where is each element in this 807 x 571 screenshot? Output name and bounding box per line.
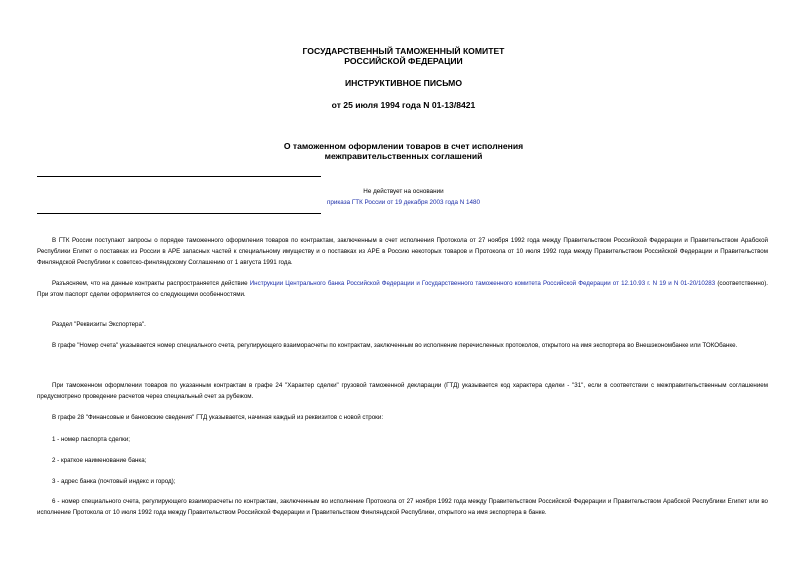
paragraph: В графе 28 "Финансовые и банковские сведения" ГТД указывается, начиная каждый из реквизитов с новой строки: <box>52 414 384 421</box>
paragraph: Разъясняем, что на данные контракты распространяется действие Инструкции Центрального банка Российской Федерации и Государственного таможенного комитета Российской Федерации от 12.10.93 г. N 19 и N 01-20/10283 (соответственно). При этом паспорт сделки оформляется со следующими особенностями. <box>37 280 768 298</box>
divider-line <box>37 213 321 214</box>
issuing-authority-line2: РОССИЙСКОЙ ФЕДЕРАЦИИ <box>344 56 463 66</box>
list-item: 6 - номер специального счета, регулирующего взаиморасчеты по контрактам, заключенным во исполнение Протокола от 27 ноября 1992 года между Правительством Российской Федерации и Правительством Арабской Республики Египет или во исполнение Протокола от 10 июля 1992 года между Правительством Российской Федерации и Правительством Финляндской Республики, открытого на имя экспортера в банке. <box>37 498 768 516</box>
list-item: 1 - номер паспорта сделки; <box>52 436 130 443</box>
paragraph: При таможенном оформлении товаров по указанным контрактам в графе 24 "Характер сделки" грузовой таможенной декларации (ГТД) указывается код характера сделки - "31", если в соответствии с межправительственным соглашением предусмотрено проведение расчетов через специальный счет за рубежом. <box>37 382 768 400</box>
document-type: ИНСТРУКТИВНОЕ ПИСЬМО <box>344 78 463 88</box>
status-note-link[interactable]: приказа ГТК России от 19 декабря 2003 года N 1480 <box>326 199 481 206</box>
divider-line <box>37 176 321 177</box>
document-date-number: от 25 июля 1994 года N 01-13/8421 <box>331 100 476 110</box>
section-heading: Раздел "Реквизиты Экспортера". <box>52 321 146 328</box>
document-title-line1: О таможенном оформлении товаров в счет исполнения <box>283 141 524 151</box>
instruction-link[interactable]: Инструкции Центрального банка Российской Федерации и Государственного таможенного комитета Российской Федерации от 12.10.93 г. N 19 и N 01-20/10283 <box>249 280 716 287</box>
list-item: 2 - краткое наименование банка; <box>52 457 147 464</box>
list-item: 3 - адрес банка (почтовый индекс и город); <box>52 478 176 485</box>
document-title-line2: межправительственных соглашений <box>324 151 483 161</box>
paragraph: В графе "Номер счета" указывается номер специального счета, регулирующего взаиморасчеты по контрактам, заключенным во исполнение перечисленных протоколов, открытого на имя экспортера во Внешэкономбанке или ТОКОбанке. <box>52 342 738 349</box>
paragraph: В ГТК России поступают запросы о порядке таможенного оформления товаров по контрактам, заключенным в счет исполнения Протокола от 27 ноября 1992 года между Правительством Российской Федерации и Правительством Арабской Республики Египет о поставках из России в АРЕ запасных частей к специальному имуществу и о поставках из АРЕ в Россию некоторых товаров и Протокола от 10 июля 1992 года между Правительством Российской Федерации и Правительством Финляндской Республики к советско-финляндскому Соглашению от 1 августа 1991 года. <box>37 237 768 266</box>
status-note: Не действует на основании <box>363 188 444 195</box>
issuing-authority-line1: ГОСУДАРСТВЕННЫЙ ТАМОЖЕННЫЙ КОМИТЕТ <box>302 46 505 56</box>
